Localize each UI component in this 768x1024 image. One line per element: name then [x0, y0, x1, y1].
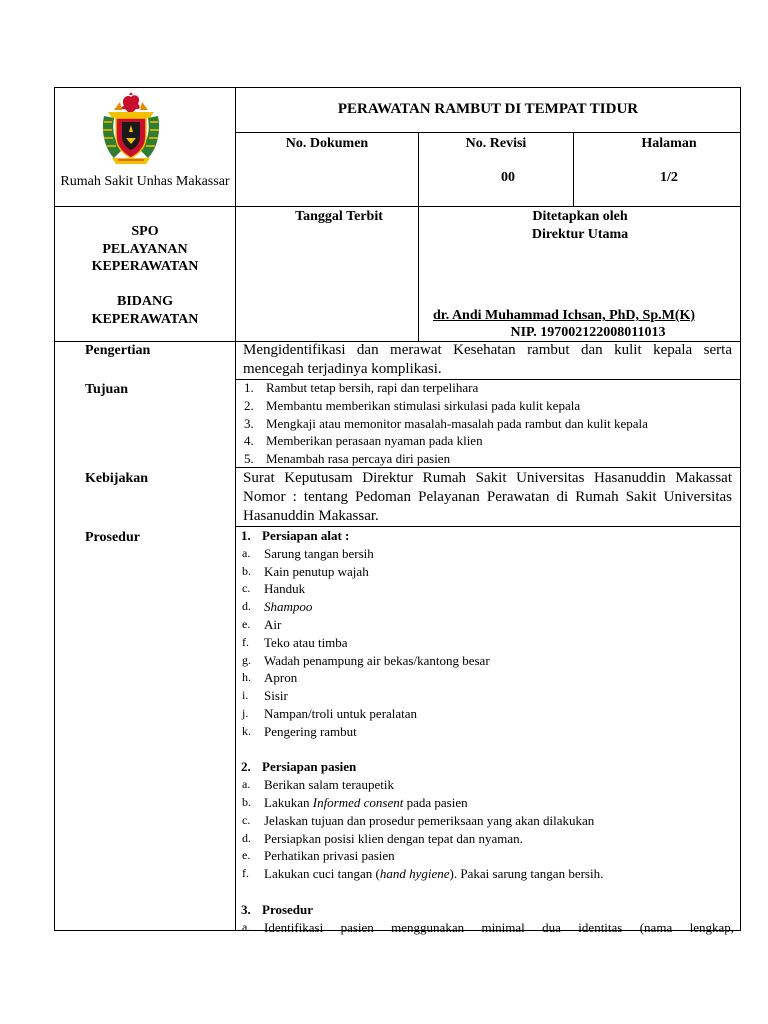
list-item: a. Berikan salam teraupetik [242, 777, 394, 793]
revision-label: No. Revisi [465, 136, 527, 151]
list-item: f. Teko atau timba [242, 634, 348, 650]
director-name: dr. Andi Muhammad Ichsan, PhD, Sp.M(K) [433, 308, 696, 323]
list-item: e. Perhatikan privasi pasien [242, 848, 395, 864]
list-item: 4. Memberikan perasaan nyaman pada klien [244, 433, 483, 449]
pengertian-text: Mengidentifikasi dan merawat Kesehatan rambut dan kulit kepala serta mencegah terjadinya komplikasi. [243, 342, 732, 377]
list-item: c. Handuk [242, 581, 306, 597]
spo-line: BIDANG [116, 294, 173, 310]
revision-value: 00 [501, 170, 515, 185]
prosedur-heading: 3. Prosedur [241, 901, 314, 917]
list-item: 5. Menambah rasa percaya diri pasien [244, 451, 451, 467]
spo-line: PELAYANAN [102, 241, 188, 257]
label-tujuan: Tujuan [85, 382, 129, 397]
pasien-list [240, 776, 734, 883]
list-item: i. Sisir [242, 688, 288, 704]
set-by-label [480, 208, 680, 243]
spo-block [56, 223, 234, 329]
list-item: 1. Rambut tetap bersih, rapi dan terpelihara [244, 380, 479, 395]
list-item: d. Persiapkan posisi klien dengan tepat dan nyaman. [242, 830, 523, 846]
list-item: f. Lakukan cuci tangan (hand hygiene). Pakai sarung tangan bersih. [242, 866, 604, 882]
prosedur-list [240, 919, 734, 937]
set-by-line-2: Direktur Utama [531, 226, 629, 242]
label-prosedur: Prosedur [85, 530, 140, 545]
page-value: 1/2 [660, 170, 678, 185]
director-nip: NIP. 197002122008011013 [510, 325, 666, 340]
spo-line: KEPERAWATAN [91, 259, 199, 275]
doc-number-label: No. Dokumen [285, 136, 369, 151]
document-title: PERAWATAN RAMBUT DI TEMPAT TIDUR [337, 101, 639, 117]
set-by-line-1: Ditetapkan oleh [532, 209, 628, 224]
label-pengertian: Pengertian [85, 343, 151, 358]
list-item: a. Identifikasi pasien menggunakan minimal dua identitas (nama lengkap, [242, 919, 734, 935]
list-item: e. Air [242, 616, 282, 632]
list-item: c. Jelaskan tujuan dan prosedur pemeriksaan yang akan dilakukan [242, 812, 595, 828]
spo-line: KEPERAWATAN [91, 311, 199, 327]
alat-heading: 1. Persiapan alat : [241, 528, 350, 543]
list-item: g. Wadah penampung air bekas/kantong besar [242, 652, 490, 668]
list-item: b. Kain penutup wajah [242, 563, 369, 579]
list-item: k. Pengering rambut [242, 723, 357, 739]
alat-list [240, 545, 734, 741]
list-item: b. Lakukan Informed consent pada pasien [242, 794, 468, 810]
prosedur-content [240, 527, 734, 936]
issue-date-label: Tanggal Terbit [295, 209, 383, 224]
hospital-name: Rumah Sakit Unhas Makassar [60, 174, 230, 189]
list-item: 2. Membantu memberikan stimulasi sirkulasi pada kulit kepala [244, 397, 581, 413]
list-item: 3. Mengkaji atau memonitor masalah-masalah pada rambut dan kulit kepala [244, 415, 648, 431]
list-item: d. Shampoo [242, 599, 313, 615]
pasien-heading: 2. Persiapan pasien [241, 759, 357, 775]
spo-line: SPO [131, 224, 159, 239]
list-item: j. Nampan/troli untuk peralatan [242, 705, 418, 721]
kebijakan-text: Surat Keputusam Direktur Rumah Sakit Universitas Hasanuddin Makassat Nomor : tentang Pedoman Pelayanan Perawatan di Rumah Sakit Universitas Hasanuddin Makassar. [243, 470, 732, 524]
tujuan-list [242, 379, 734, 468]
list-item: a. Sarung tangan bersih [242, 545, 374, 561]
list-item: h. Apron [242, 670, 298, 686]
label-kebijakan: Kebijakan [85, 471, 149, 486]
hospital-crest-icon [100, 92, 162, 168]
page-label: Halaman [641, 136, 697, 151]
hospital-logo [100, 92, 162, 168]
